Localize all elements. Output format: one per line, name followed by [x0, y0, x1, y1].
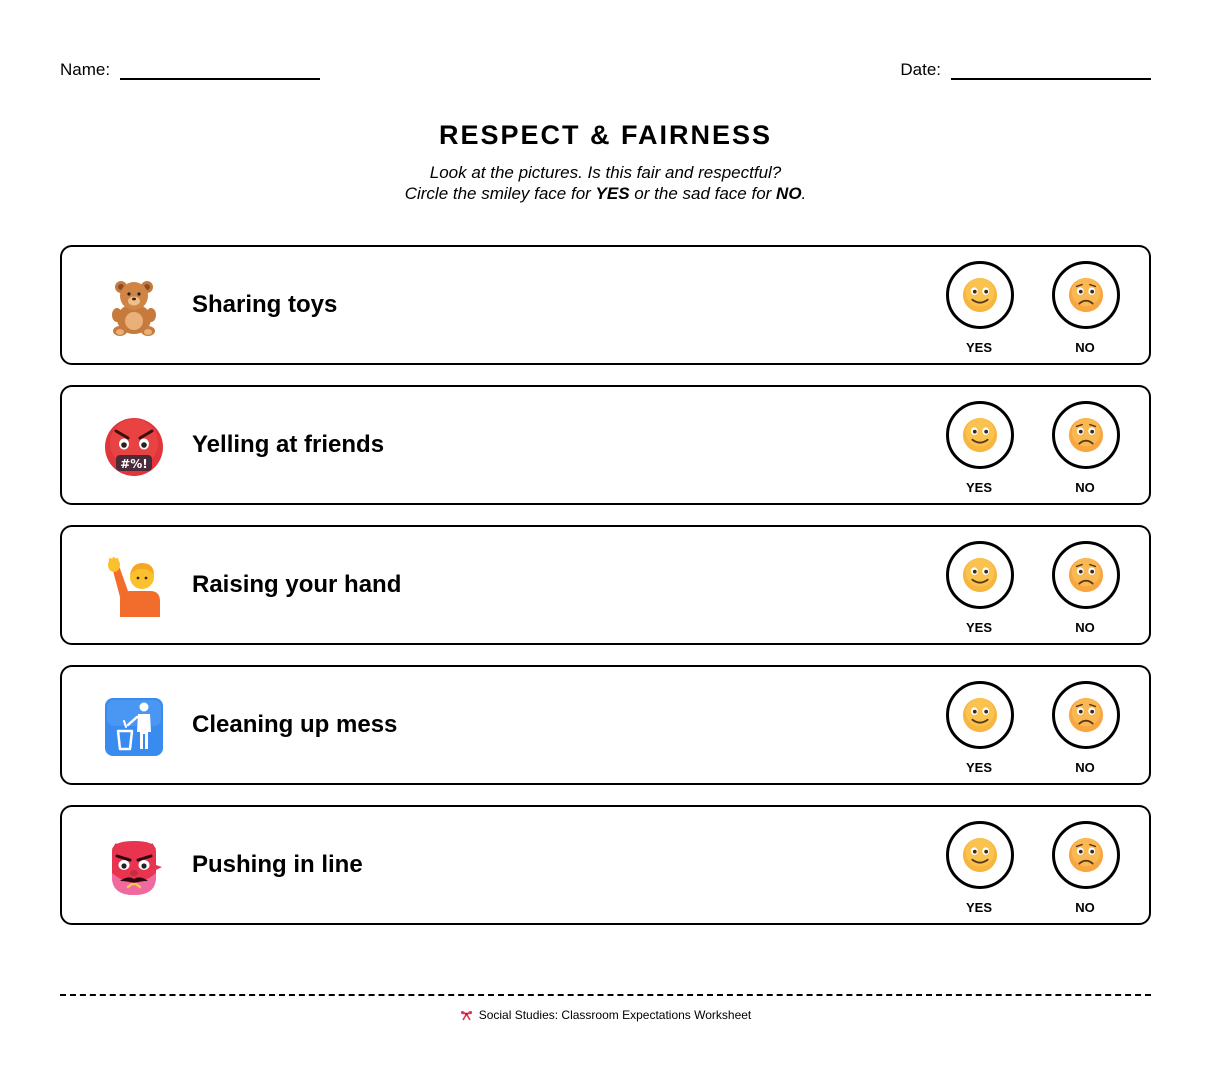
no-circle[interactable]: [1052, 821, 1120, 889]
sad-face-icon: [1067, 836, 1105, 874]
yes-option[interactable]: [946, 261, 1012, 355]
question-card-sharing-toys: [60, 245, 1151, 365]
date-blank-line[interactable]: [951, 58, 1151, 80]
question-list: [60, 245, 1151, 945]
no-label: NO: [1075, 900, 1095, 915]
no-option[interactable]: [1052, 681, 1118, 775]
ogre-icon: [104, 837, 164, 897]
date-field[interactable]: [900, 58, 1151, 80]
question-label: Pushing in line: [192, 851, 363, 878]
no-circle[interactable]: [1052, 541, 1120, 609]
question-label: Sharing toys: [192, 291, 338, 318]
yes-option[interactable]: [946, 401, 1012, 495]
instructions-line-1: Look at the pictures. Is this fair and respectful?: [429, 163, 782, 182]
no-label: NO: [1075, 620, 1095, 635]
yes-circle[interactable]: [946, 821, 1014, 889]
yes-circle[interactable]: [946, 261, 1014, 329]
yes-label: YES: [965, 340, 992, 355]
name-label: Name:: [60, 60, 111, 79]
footer-text: Social Studies: Classroom Expectations Worksheet: [478, 1008, 752, 1022]
no-option[interactable]: [1052, 401, 1118, 495]
yes-label: YES: [965, 900, 992, 915]
name-field[interactable]: [60, 58, 320, 80]
no-option[interactable]: [1052, 261, 1118, 355]
smiley-face-icon: [961, 556, 999, 594]
question-label: Yelling at friends: [192, 431, 385, 458]
yes-circle[interactable]: [946, 541, 1014, 609]
yes-label: YES: [965, 760, 992, 775]
sad-face-icon: [1067, 556, 1105, 594]
question-card-cleaning-up-mess: [60, 665, 1151, 785]
question-card-pushing-in-line: [60, 805, 1151, 925]
yes-label: YES: [965, 620, 992, 635]
instructions-line-2: Circle the smiley face for YES or the sad face for NO.: [404, 184, 807, 203]
yes-option[interactable]: [946, 821, 1012, 915]
instructions: [0, 162, 1211, 204]
smiley-face-icon: [961, 836, 999, 874]
sad-face-icon: [1067, 276, 1105, 314]
no-circle[interactable]: [1052, 681, 1120, 749]
no-label: NO: [1075, 480, 1095, 495]
yes-option[interactable]: [946, 541, 1012, 635]
question-card-raising-your-hand: [60, 525, 1151, 645]
no-option[interactable]: [1052, 821, 1118, 915]
question-label: Cleaning up mess: [192, 711, 398, 738]
footer-divider: [60, 994, 1151, 996]
footer: [0, 1008, 1211, 1022]
no-option[interactable]: [1052, 541, 1118, 635]
yes-circle[interactable]: [946, 681, 1014, 749]
no-circle[interactable]: [1052, 261, 1120, 329]
smiley-face-icon: [961, 276, 999, 314]
raising-hand-icon: [104, 557, 164, 617]
date-label: Date:: [900, 60, 941, 79]
question-card-yelling-at-friends: [60, 385, 1151, 505]
sad-face-icon: [1067, 696, 1105, 734]
no-circle[interactable]: [1052, 401, 1120, 469]
yes-circle[interactable]: [946, 401, 1014, 469]
cursing-face-icon: [104, 417, 164, 477]
no-label: NO: [1075, 340, 1095, 355]
smiley-face-icon: [961, 696, 999, 734]
sad-face-icon: [1067, 416, 1105, 454]
svg-text:#%!: #%!: [120, 457, 148, 471]
yes-label: YES: [965, 480, 992, 495]
question-label: Raising your hand: [192, 571, 402, 598]
teddy-bear-icon: [104, 277, 164, 337]
yes-option[interactable]: [946, 681, 1012, 775]
smiley-face-icon: [961, 416, 999, 454]
no-label: NO: [1075, 760, 1095, 775]
name-blank-line[interactable]: [120, 58, 320, 80]
ribbon-icon: [460, 1009, 473, 1021]
litter-bin-icon: [104, 697, 164, 757]
header-fields: [60, 58, 1151, 82]
worksheet-title: RESPECT & FAIRNESS: [438, 120, 773, 150]
